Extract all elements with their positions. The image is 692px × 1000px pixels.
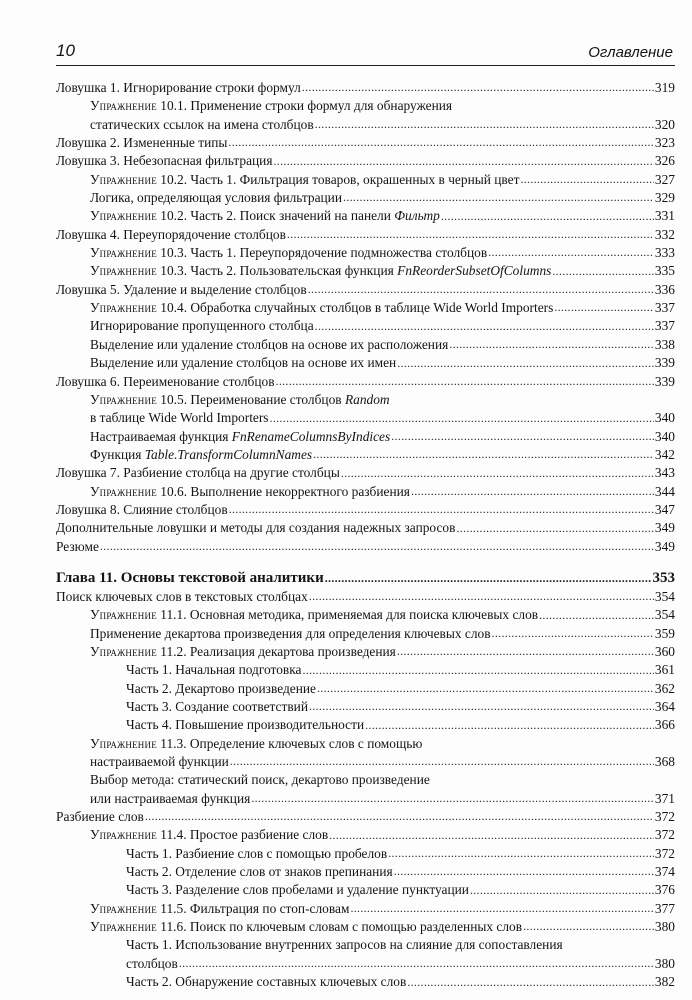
toc-entry[interactable] (56, 336, 675, 354)
entry-title (90, 428, 390, 446)
entry-page-number: 376 (654, 882, 675, 898)
entry-text: Выбор метода: статический поиск, декартово произведение (90, 772, 430, 788)
entry-page-number: 339 (654, 355, 675, 371)
entry-text: Функция (90, 446, 145, 462)
dot-leader (552, 264, 654, 278)
dot-leader (397, 356, 654, 370)
dot-leader (329, 828, 654, 842)
dot-leader (343, 190, 654, 204)
toc-entry[interactable] (56, 446, 675, 464)
entry-title (90, 826, 328, 844)
entry-title (90, 735, 422, 753)
entry-text: 11.5. Фильтрация по стоп-словам (156, 900, 350, 916)
dot-leader (456, 521, 653, 535)
entry-title (56, 519, 455, 537)
entry-title (126, 881, 469, 899)
exercise-label: Упражнение (90, 643, 157, 659)
entry-page-number: 349 (654, 538, 675, 554)
entry-title (90, 336, 448, 354)
dot-leader (309, 699, 654, 713)
dot-leader (341, 466, 654, 480)
dot-leader (276, 374, 654, 388)
dot-leader (520, 172, 653, 186)
entry-page-number: 362 (654, 680, 675, 696)
entry-title (90, 771, 430, 789)
toc-entry[interactable] (56, 428, 675, 446)
toc-entry[interactable] (56, 808, 675, 826)
dot-leader (325, 571, 652, 585)
entry-title (126, 661, 301, 679)
entry-title (90, 483, 410, 501)
entry-text: 10.5. Переименование столбцов (156, 391, 345, 407)
entry-title-continued (90, 790, 250, 808)
dot-leader (251, 791, 654, 805)
exercise-label: Упражнение (90, 900, 157, 916)
entry-italic-text: Table.TransformColumnNames (144, 446, 313, 462)
dot-leader (287, 227, 654, 241)
dot-leader (145, 809, 654, 823)
toc-entry[interactable] (56, 226, 675, 244)
entry-page-number: 360 (654, 643, 675, 659)
entry-page-number: 333 (654, 245, 675, 261)
entry-text: 11.6. Поиск по ключевым словам с помощью разделенных слов (156, 919, 523, 935)
entry-page-number: 364 (654, 699, 675, 714)
page-number: 10 (56, 41, 75, 60)
entry-title (90, 171, 519, 189)
entry-page-number: 359 (654, 625, 675, 641)
dot-leader (488, 245, 654, 259)
toc-entry[interactable] (56, 625, 675, 643)
exercise-label: Упражнение (90, 171, 157, 187)
toc-entry[interactable] (56, 299, 675, 317)
entry-page-number: 340 (654, 428, 675, 444)
entry-page-number: 353 (652, 569, 675, 586)
entry-title (126, 698, 308, 716)
entry-title (56, 501, 228, 519)
dot-leader (270, 411, 654, 425)
dot-leader (274, 154, 654, 168)
toc-entry[interactable] (56, 281, 675, 299)
exercise-label: Упражнение (90, 607, 157, 623)
entry-page-number: 340 (654, 410, 675, 426)
entry-text: Игнорирование пропущенного столбца (90, 318, 314, 334)
exercise-label: Упражнение (90, 98, 157, 114)
toc-entry[interactable] (56, 97, 675, 134)
dot-leader (315, 117, 654, 131)
entry-title-continued (90, 409, 269, 427)
entry-title (90, 446, 312, 464)
entry-page-number: 382 (654, 974, 675, 990)
entry-italic-text: Random (344, 391, 390, 407)
dot-leader (230, 754, 654, 768)
entry-text: 10.2. Часть 1. Фильтрация товаров, окрашенных в черный цвет (156, 171, 520, 187)
entry-title (90, 189, 342, 207)
toc-entry[interactable] (56, 771, 675, 808)
exercise-label: Упражнение (90, 735, 157, 751)
toc-entry[interactable] (56, 881, 675, 899)
entry-title (90, 606, 538, 624)
entry-title (90, 354, 396, 372)
entry-title (56, 281, 307, 299)
toc-entry[interactable] (56, 698, 675, 716)
entry-text: Часть 3. Создание соответствий (126, 699, 309, 714)
entry-text: Ловушка 7. Разбиение столбца на другие столбцы (56, 465, 340, 481)
entry-page-number: 337 (654, 300, 675, 316)
toc-entry[interactable] (56, 918, 675, 936)
toc-entry[interactable] (56, 262, 675, 280)
exercise-label: Упражнение (90, 483, 157, 499)
toc-entry[interactable] (56, 735, 675, 772)
entry-page-number: 366 (654, 717, 675, 733)
toc-entry[interactable] (56, 538, 675, 556)
exercise-label: Упражнение (90, 208, 157, 224)
entry-text: Часть 1. Начальная подготовка (126, 662, 302, 678)
entry-text: Дополнительные ловушки и методы для создания надежных запросов (56, 520, 456, 536)
entry-title (56, 79, 301, 97)
entry-text: Часть 2. Отделение слов от знаков препинания (126, 864, 393, 880)
dot-leader (350, 901, 653, 915)
entry-text: Часть 2. Обнаружение составных ключевых слов (126, 974, 407, 990)
entry-page-number: 349 (654, 520, 675, 536)
entry-page-number: 323 (654, 135, 675, 151)
entry-text: Применение декартова произведения для определения ключевых слов (90, 625, 491, 641)
entry-title (56, 134, 227, 152)
entry-text: 10.6. Выполнение некорректного разбиения (156, 483, 410, 499)
entry-page-number: 319 (654, 80, 675, 95)
entry-title (90, 299, 553, 317)
entry-text: Ловушка 1. Игнорирование строки формул (56, 80, 301, 95)
entry-title-continued (90, 116, 314, 134)
entry-title (126, 845, 387, 863)
entry-page-number: 342 (654, 446, 675, 462)
dot-leader (441, 209, 654, 223)
dot-leader (100, 539, 654, 553)
entry-page-number: 354 (654, 607, 675, 623)
toc-entry[interactable] (56, 244, 675, 262)
entry-text: Настраиваемая функция (90, 428, 232, 444)
toc-entry[interactable] (56, 973, 675, 991)
entry-page-number: 374 (654, 864, 675, 880)
entry-title (126, 973, 406, 991)
exercise-label: Упражнение (90, 263, 157, 279)
entry-page-number: 372 (654, 845, 675, 861)
entry-text: 11.2. Реализация декартова произведения (156, 643, 396, 659)
entry-title (126, 936, 563, 954)
entry-text: Ловушка 6. Переименование столбцов (56, 373, 275, 389)
entry-text: статических ссылок на имена столбцов (90, 116, 314, 132)
entry-text: 10.2. Часть 2. Поиск значений на панели (156, 208, 395, 224)
entry-page-number: 371 (654, 790, 675, 806)
dot-leader (411, 484, 654, 498)
toc-entry[interactable] (56, 661, 675, 679)
entry-text: 10.4. Обработка случайных столбцов в таблице Wide World Importers (156, 300, 554, 316)
toc-entry[interactable] (56, 207, 675, 225)
running-title: Оглавление (588, 44, 673, 61)
entry-text: 11.4. Простое разбиение слов (156, 827, 329, 843)
toc-entry[interactable] (56, 483, 675, 501)
entry-text: Логика, определяющая условия фильтрации (90, 190, 343, 206)
entry-text: Ловушка 3. Небезопасная фильтрация (56, 153, 273, 169)
header-rule (56, 65, 675, 66)
entry-text: 10.3. Часть 2. Пользовательская функция (156, 263, 398, 279)
dot-leader (317, 681, 654, 695)
entry-italic-text: FnRenameColumnsByIndices (231, 428, 391, 444)
entry-page-number: 343 (654, 465, 675, 481)
entry-text: Разбиение слов (56, 809, 144, 825)
entry-text: Выделение или удаление столбцов на основе их имен (90, 355, 397, 371)
entry-title (90, 918, 522, 936)
entry-page-number: 339 (654, 373, 675, 389)
entry-page-number: 361 (654, 662, 675, 678)
dot-leader (315, 319, 654, 333)
entry-text: Ловушка 2. Измененные типы (56, 135, 228, 151)
toc-entry[interactable] (56, 680, 675, 698)
toc-entry[interactable] (56, 606, 675, 624)
toc-entry[interactable] (56, 588, 675, 606)
dot-leader (397, 644, 654, 658)
dot-leader (470, 883, 654, 897)
entry-page-number: 329 (654, 190, 675, 206)
toc-entry[interactable] (56, 863, 675, 881)
exercise-label: Упражнение (90, 827, 157, 843)
toc-entry[interactable] (56, 134, 675, 152)
dot-leader (391, 429, 654, 443)
toc-entry[interactable] (56, 501, 675, 519)
entry-text: 11.1. Основная методика, применяемая для поиска ключевых слов (156, 607, 539, 623)
entry-text: Часть 1. Разбиение слов с помощью пробелов (126, 845, 388, 861)
entry-title (90, 244, 487, 262)
entry-text: настраиваемой функции (90, 754, 229, 770)
toc-entry[interactable] (56, 373, 675, 391)
entry-text: или настраиваемая функция (90, 790, 251, 806)
dot-leader (302, 80, 654, 94)
entry-text: 10.1. Применение строки формул для обнаружения (156, 98, 453, 114)
entry-title (90, 391, 390, 409)
entry-text: Выделение или удаление столбцов на основе их расположения (90, 336, 449, 352)
entry-page-number: 332 (654, 226, 675, 242)
entry-text: Часть 3. Разделение слов пробелами и удаление пунктуации (126, 882, 469, 898)
entry-title (56, 373, 275, 391)
exercise-label: Упражнение (90, 245, 157, 261)
running-header (56, 42, 675, 64)
toc-entry[interactable] (56, 171, 675, 189)
toc-chapter-entry[interactable] (56, 568, 675, 588)
table-of-contents (56, 79, 675, 992)
toc-entry[interactable] (56, 464, 675, 482)
dot-leader (449, 337, 654, 351)
entry-page-number: 377 (654, 900, 675, 916)
entry-page-number: 337 (654, 318, 675, 334)
entry-title (56, 568, 324, 588)
toc-entry[interactable] (56, 317, 675, 335)
toc-entry[interactable] (56, 189, 675, 207)
entry-page-number: 331 (654, 208, 675, 224)
dot-leader (228, 135, 654, 149)
entry-page-number: 354 (654, 588, 675, 604)
entry-title (56, 152, 273, 170)
toc-entry[interactable] (56, 936, 675, 973)
entry-title-continued (90, 753, 229, 771)
dot-leader (229, 502, 654, 516)
toc-entry[interactable] (56, 716, 675, 734)
exercise-label: Упражнение (90, 300, 157, 316)
entry-title (90, 625, 491, 643)
entry-page-number: 336 (654, 281, 675, 297)
entry-title (90, 317, 314, 335)
entry-page-number: 320 (654, 116, 675, 132)
toc-entry[interactable] (56, 152, 675, 170)
dot-leader (365, 718, 654, 732)
entry-title-continued (126, 955, 178, 973)
entry-page-number: 380 (654, 955, 675, 971)
entry-title (56, 808, 144, 826)
dot-leader (388, 846, 654, 860)
dot-leader (492, 626, 654, 640)
entry-italic-text: Фильтр (394, 208, 440, 224)
entry-page-number: 327 (654, 171, 675, 187)
exercise-label: Упражнение (90, 919, 157, 935)
entry-text: 11.3. Определение ключевых слов с помощью (156, 735, 423, 751)
entry-page-number: 380 (654, 919, 675, 935)
entry-italic-text: FnReorderSubsetOfColumns (397, 263, 552, 279)
entry-title (90, 643, 396, 661)
entry-title (90, 262, 551, 280)
toc-entry[interactable] (56, 900, 675, 918)
entry-page-number: 347 (654, 501, 675, 517)
entry-page-number: 338 (654, 336, 675, 352)
toc-entry[interactable] (56, 519, 675, 537)
entry-page-number: 335 (654, 263, 675, 279)
entry-text: столбцов (126, 955, 178, 971)
entry-title (126, 863, 393, 881)
entry-page-number: 372 (654, 827, 675, 843)
entry-text: Часть 1. Использование внутренних запросов на слияние для сопоставления (126, 937, 563, 953)
entry-title (90, 97, 452, 115)
entry-title (56, 226, 286, 244)
toc-entry[interactable] (56, 643, 675, 661)
dot-leader (313, 447, 654, 461)
entry-page-number: 344 (654, 483, 675, 499)
toc-entry[interactable] (56, 79, 675, 97)
entry-title (56, 464, 340, 482)
dot-leader (554, 300, 654, 314)
dot-leader (308, 282, 654, 296)
dot-leader (523, 919, 654, 933)
dot-leader (309, 589, 654, 603)
entry-text: в таблице Wide World Importers (90, 410, 269, 426)
toc-entry[interactable] (56, 391, 675, 428)
entry-page-number: 372 (654, 809, 675, 825)
toc-entry[interactable] (56, 845, 675, 863)
entry-title (56, 538, 99, 556)
entry-text: Резюме (56, 538, 99, 554)
dot-leader (394, 864, 654, 878)
exercise-label: Упражнение (90, 391, 157, 407)
entry-text: Ловушка 8. Слияние столбцов (56, 501, 228, 517)
entry-title (126, 680, 316, 698)
dot-leader (302, 663, 653, 677)
entry-text: 10.3. Часть 1. Переупорядочение подмножества столбцов (156, 245, 488, 261)
entry-page-number: 368 (654, 754, 675, 770)
toc-entry[interactable] (56, 354, 675, 372)
entry-text: Поиск ключевых слов в текстовых столбцах (56, 588, 308, 604)
entry-text: Ловушка 4. Переупорядочение столбцов (56, 226, 286, 242)
entry-text: Часть 2. Декартово произведение (126, 680, 316, 696)
entry-title (90, 207, 440, 225)
entry-title (90, 900, 349, 918)
entry-page-number: 326 (654, 153, 675, 169)
toc-entry[interactable] (56, 826, 675, 844)
entry-text: Глава 11. Основы текстовой аналитики (56, 569, 324, 586)
entry-title (56, 588, 308, 606)
entry-text: Ловушка 5. Удаление и выделение столбцов (56, 281, 307, 297)
dot-leader (407, 975, 654, 989)
entry-title (126, 716, 364, 734)
dot-leader (179, 956, 654, 970)
dot-leader (539, 608, 654, 622)
entry-text: Часть 4. Повышение производительности (126, 717, 365, 733)
